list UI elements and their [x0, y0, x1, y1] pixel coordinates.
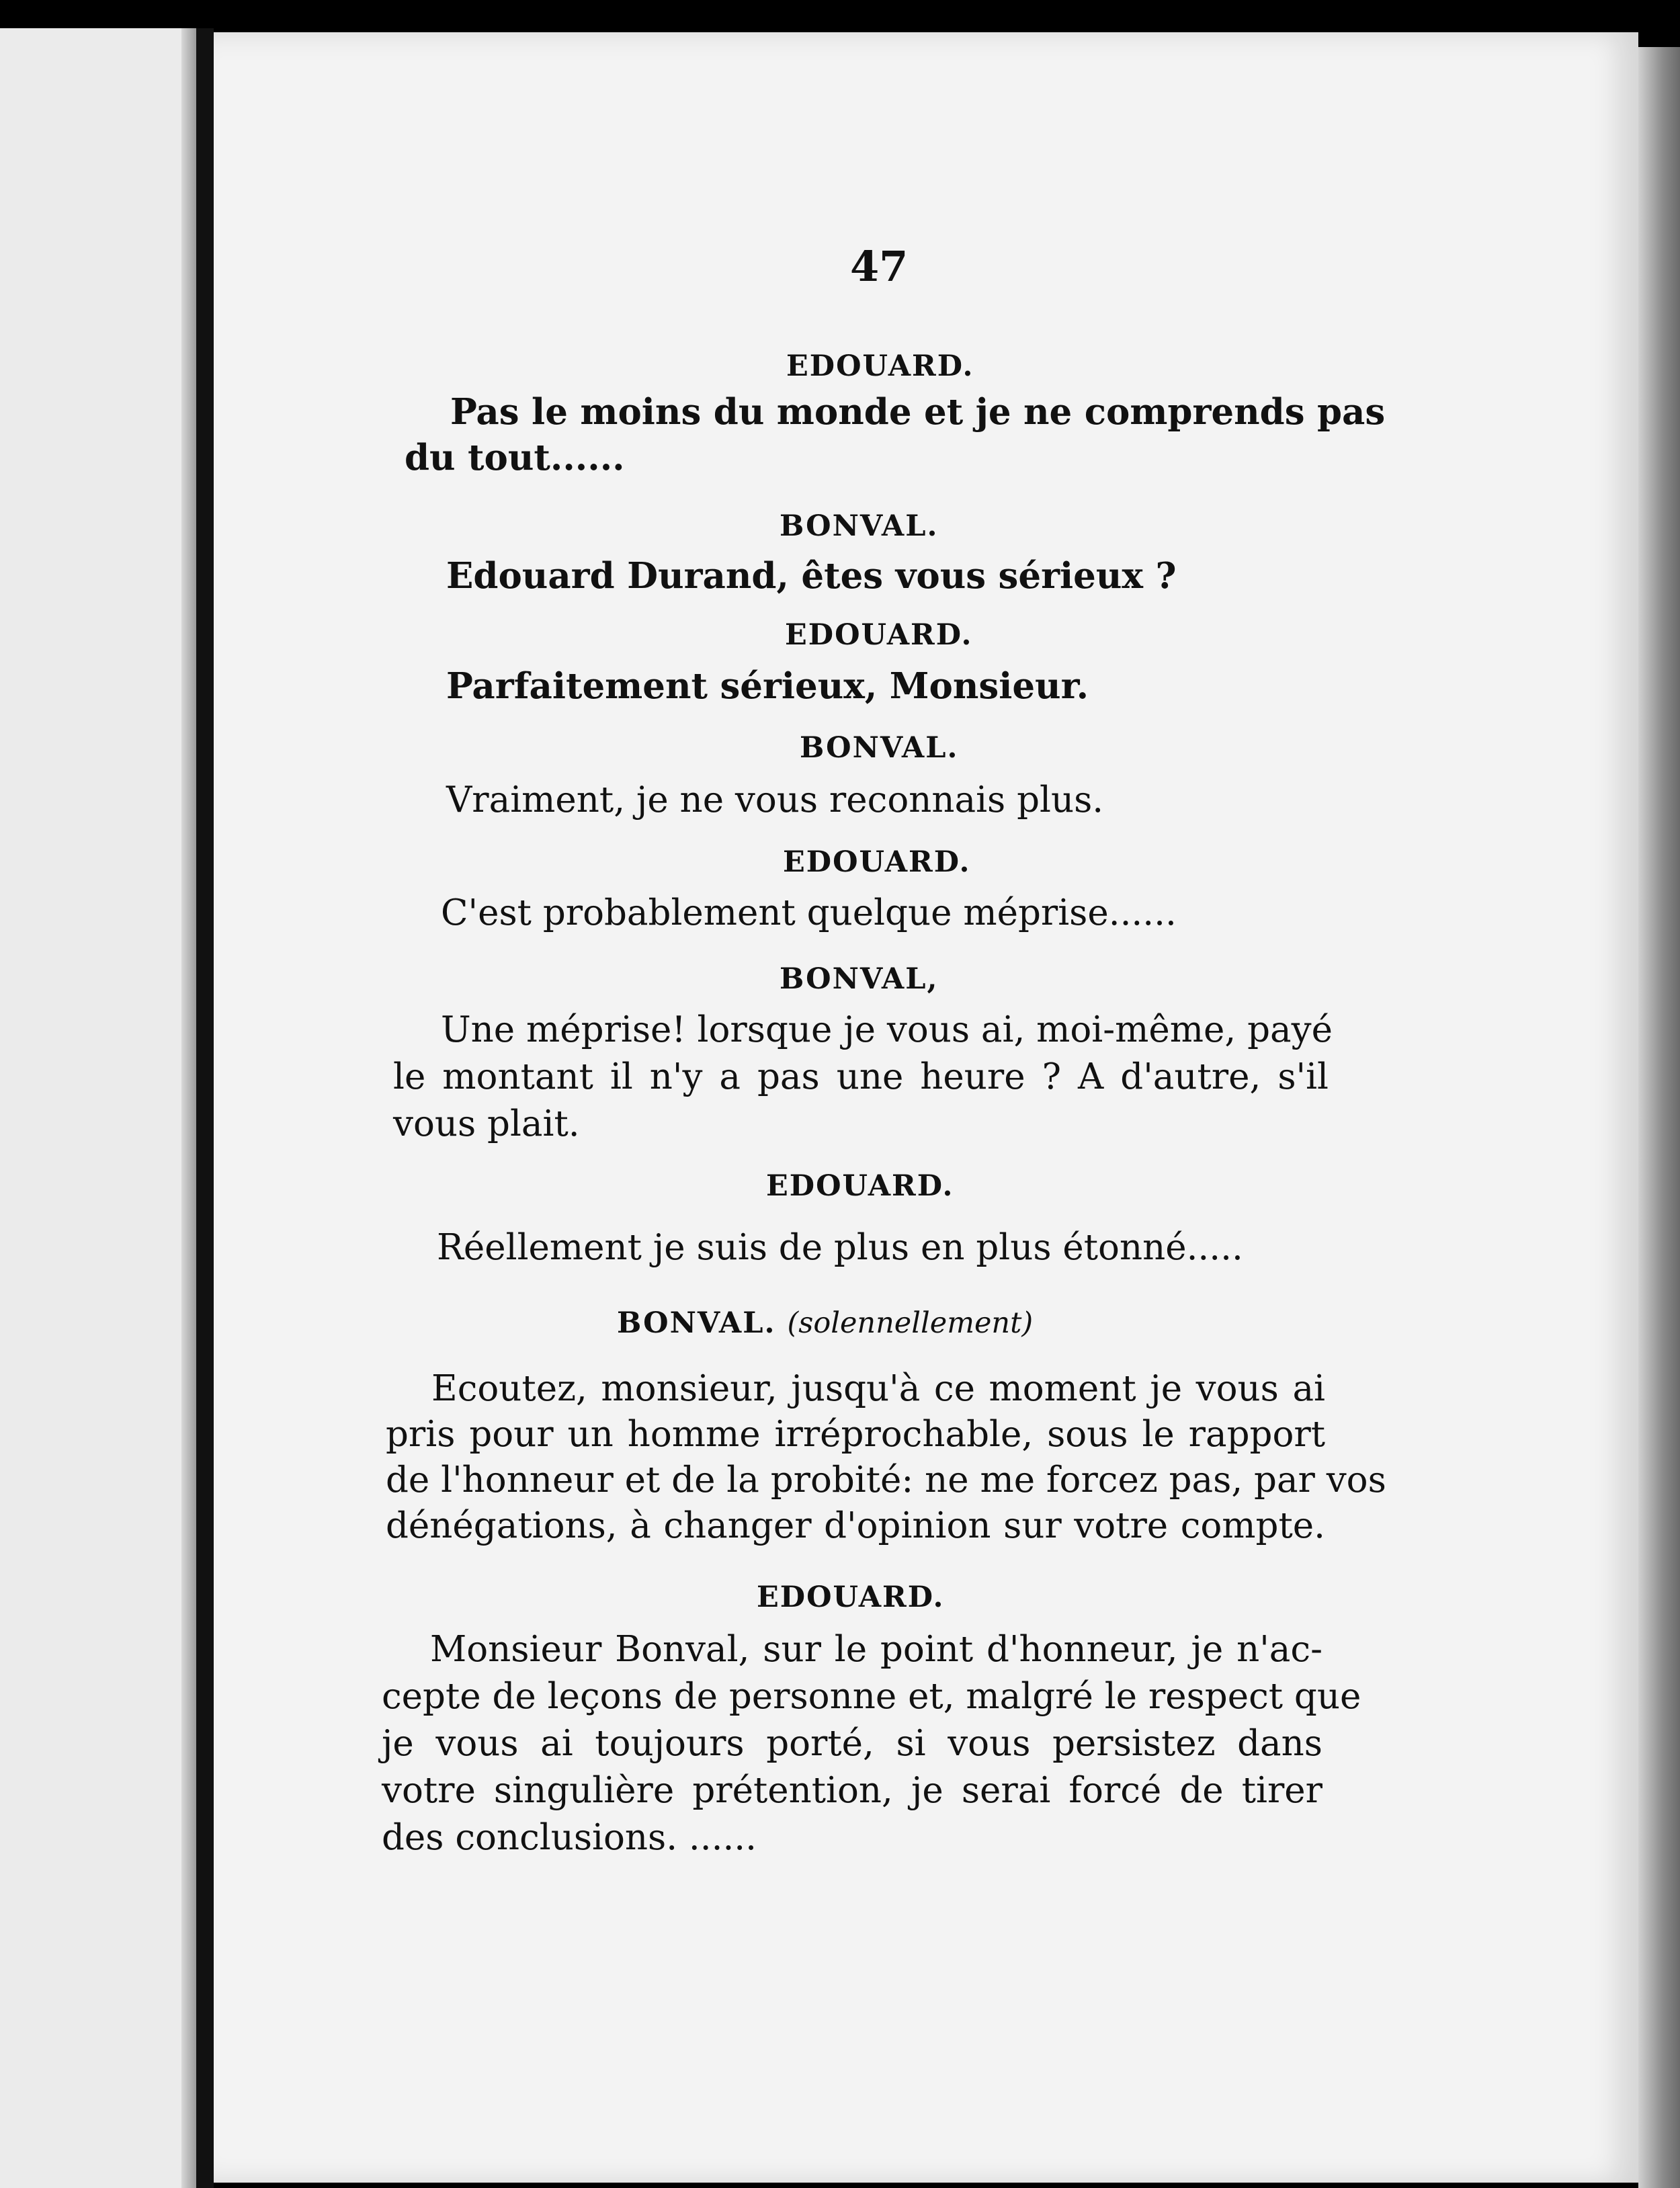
dialogue-line: Vraiment, je ne vous reconnais plus. — [446, 780, 1104, 820]
speaker-name: EDOUARD. — [766, 1169, 954, 1203]
facing-page — [0, 28, 195, 2188]
dialogue-line: je vous ai toujours porté, si vous persistez dans — [382, 1723, 1322, 1764]
dialogue-line: de l'honneur et de la probité: ne me forcez pas, par vos — [386, 1460, 1386, 1501]
dialogue-line: Ecoutez, monsieur, jusqu'à ce moment je vous ai — [431, 1368, 1325, 1409]
facing-page-shadow — [181, 28, 196, 2188]
speaker-name: BONVAL, — [780, 962, 939, 996]
speaker-name: BONVAL. — [780, 509, 939, 543]
dialogue-line: du tout...... — [405, 437, 625, 478]
page-number: 47 — [850, 242, 909, 291]
dialogue-line: cepte de leçons de personne et, malgré le respect que — [382, 1676, 1361, 1717]
speaker-name: EDOUARD. — [785, 618, 973, 652]
dialogue-line: Réellement je suis de plus en plus étonné..... — [437, 1227, 1243, 1268]
dialogue-line: Une méprise! lorsque je vous ai, moi-même, payé — [441, 1009, 1333, 1050]
dialogue-line: pris pour un homme irréprochable, sous le rapport — [386, 1414, 1325, 1455]
page-edge — [1638, 47, 1680, 2188]
dialogue-line: C'est probablement quelque méprise...... — [441, 892, 1177, 933]
dialogue-line: des conclusions. ...... — [382, 1817, 757, 1858]
dialogue-line: le montant il n'y a pas une heure ? A d'autre, s'il — [393, 1056, 1329, 1097]
stage-direction: (solennellement) — [787, 1306, 1034, 1340]
speaker-name: EDOUARD. — [783, 845, 971, 879]
speaker-name — [617, 1306, 1033, 1340]
dialogue-line: Pas le moins du monde et je ne comprends pas — [450, 391, 1386, 433]
dialogue-line: Edouard Durand, êtes vous sérieux ? — [446, 555, 1177, 597]
speaker-name: BONVAL. — [800, 731, 959, 765]
speaker-name: EDOUARD. — [786, 349, 974, 383]
dialogue-line: vous plait. — [393, 1103, 580, 1144]
dialogue-line: Monsieur Bonval, sur le point d'honneur, je n'ac- — [430, 1629, 1322, 1670]
dialogue-line: Parfaitement sérieux, Monsieur. — [446, 665, 1089, 707]
dialogue-line: dénégations, à changer d'opinion sur votre compte. — [386, 1505, 1325, 1546]
dialogue-line: votre singulière prétention, je serai forcé de tirer — [382, 1770, 1322, 1811]
speaker-label: BONVAL. — [617, 1306, 776, 1340]
speaker-name: EDOUARD. — [757, 1581, 945, 1614]
book-gutter — [196, 28, 214, 2188]
